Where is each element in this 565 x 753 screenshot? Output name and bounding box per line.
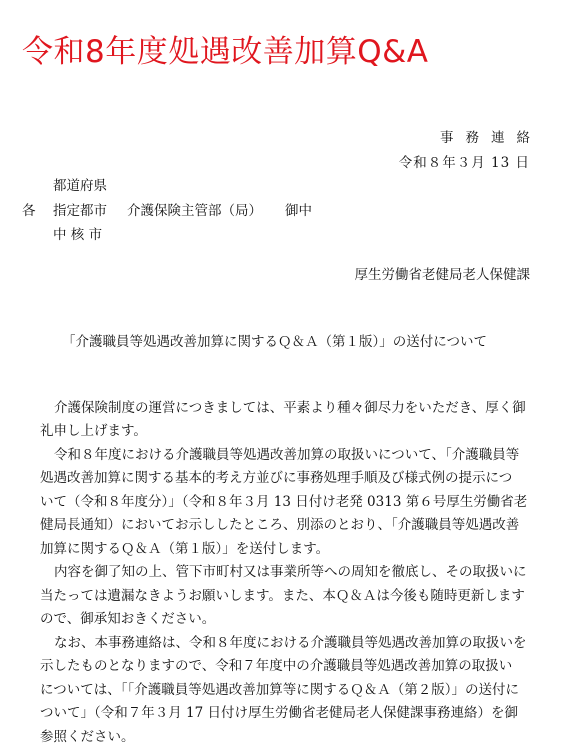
body-line: ついて」（令和７年３月 17 日付け厚生労働省老健局老人保健課事務連絡）を御 xyxy=(40,705,519,721)
page-headline: 令和8年度処遇改善加算Q&A xyxy=(22,34,429,70)
body-line: 当たっては遺漏なきようお願いします。また、本Ｑ＆Ａは今後も随時更新します xyxy=(40,588,525,604)
body-line: 介護保険制度の運営につきましては、平素より種々御尽力をいただき、厚く御 xyxy=(54,400,526,416)
body-line: 礼申し上げます。 xyxy=(40,423,147,439)
addressee-line-1: 都道府県 xyxy=(53,178,107,194)
addressee-honorific: 御中 xyxy=(285,203,312,219)
sender: 厚生労働省老健局老人保健課 xyxy=(354,267,530,283)
body-line: 加算に関するＱ＆Ａ（第１版）」を送付します。 xyxy=(40,541,330,557)
body-line: なお、本事務連絡は、令和８年度における介護職員等処遇改善加算の取扱いを xyxy=(54,635,527,651)
addressee-line-2: 指定都市 xyxy=(53,203,107,219)
body-line: 令和８年度における介護職員等処遇改善加算の取扱いについて、「介護職員等 xyxy=(54,447,520,463)
addressee-department: 介護保険主管部（局） xyxy=(127,203,262,219)
body-line: 処遇改善加算に関する基本的考え方並びに事務処理手順及び様式例の提示につ xyxy=(40,470,513,486)
body-line: ので、御承知おきください。 xyxy=(40,611,216,627)
body-line: 示したものとなりますので、令和７年度中の介護職員等処遇改善加算の取扱い xyxy=(40,658,513,674)
body-line: 内容を御了知の上、管下市町村又は事業所等への周知を徹底し、その取扱いに xyxy=(54,564,527,580)
body-line: については、「「介護職員等処遇改善加算等に関するＱ＆Ａ（第２版）」の送付に xyxy=(40,682,519,698)
subject: 「介護職員等処遇改善加算に関するＱ＆Ａ（第１版）」の送付について xyxy=(62,334,487,350)
body-line: いて（令和８年度分）」（令和８年３月 13 日付け老発 0313 第６号厚生労働省老 xyxy=(40,494,528,510)
addressee-line-3: 中 核 市 xyxy=(53,227,103,243)
memo-date: 令和８年３月 13 日 xyxy=(398,155,530,171)
memo-type: 事務連絡 xyxy=(440,130,542,146)
addressee-prefix: 各 xyxy=(22,203,36,219)
body-line: 参照ください。 xyxy=(40,729,135,745)
body-line: 健局長通知）においてお示ししたところ、別添のとおり、「介護職員等処遇改善 xyxy=(40,517,520,533)
